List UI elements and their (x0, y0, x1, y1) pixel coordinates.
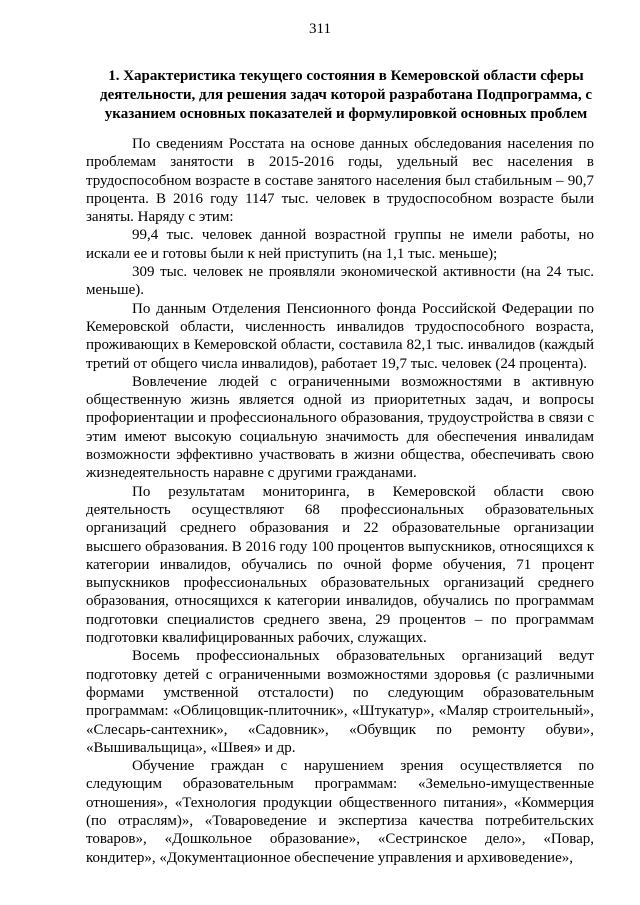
page-number: 311 (309, 21, 331, 37)
paragraph: 309 тыс. человек не проявляли экономической активности (на 24 тыс. меньше). (86, 264, 594, 299)
paragraph: Восемь профессиональных образовательных организаций ведут подготовку детей с ограниченными возможностями здоровья (с различными формами умственной отсталости) по следующим образовательным программам: «Облицовщик-плиточник», «Штукатур», «Маляр строительный», «Слесарь-сантехник», «Садовник», «Обувщик по ремонту обуви», «Вышивальщица», «Швея» и др. (86, 648, 594, 756)
paragraph: По сведениям Росстата на основе данных обследования населения по проблемам занятости в 2015-2016 годы, удельный вес населения в трудоспособном возрасте в составе занятого населения был стабильным – 90,7 процента. В 2016 году 1147 тыс. человек в трудоспособном возрасте были заняты. Наряду с этим: (86, 136, 594, 226)
paragraph: 99,4 тыс. человек данной возрастной группы не имели работы, но искали ее и готовы были к ней приступить (на 1,1 тыс. меньше); (86, 227, 594, 262)
paragraph: По результатам мониторинга, в Кемеровской области свою деятельность осуществляют 68 профессиональных образовательных организаций среднего образования и 22 образовательные организации высшего образования. В 2016 году 100 процентов выпускников, относящихся к категории инвалидов, обучались по очной форме обучения, 71 процент выпускников профессиональных образовательных организаций среднего образования, относящихся к категории инвалидов, обучались по программам подготовки специалистов среднего звена, 29 процентов – по программам подготовки квалифицированных рабочих, служащих. (86, 483, 594, 647)
section-heading: 1. Характеристика текущего состояния в Кемеровской области сферы деятельности, для решения задач которой разработана Подпрограмма, с указанием основных показателей и формулировкой основных проблем (100, 68, 592, 122)
paragraph: Вовлечение людей с ограниченными возможностями в активную общественную жизнь является одной из приоритетных задач, и вопросы профориентации и профессионального образования, трудоустройства в связи с этим имеют высокую социальную значимость для обеспечения инвалидам возможности эффективно участвовать в жизни общества, обеспечивать свою жизнедеятельность наравне с другими гражданами. (86, 373, 594, 482)
paragraph: По данным Отделения Пенсионного фонда Российской Федерации по Кемеровской области, численность инвалидов трудоспособного возраста, проживающих в Кемеровской области, составила 82,1 тыс. инвалидов (каждый третий от общего числа инвалидов), работает 19,7 тыс. человек (24 процента). (86, 300, 594, 372)
body-text (86, 135, 594, 867)
paragraph: Обучение граждан с нарушением зрения осуществляется по следующим образовательным программам: «Земельно-имущественные отношения», «Технология продукции общественного питания», «Коммерция (по отраслям)», «Товароведение и экспертиза качества потребительских товаров», «Дошкольное образование», «Сестринское дело», «Повар, кондитер», «Документационное обеспечение управления и архивоведение», (86, 758, 594, 866)
